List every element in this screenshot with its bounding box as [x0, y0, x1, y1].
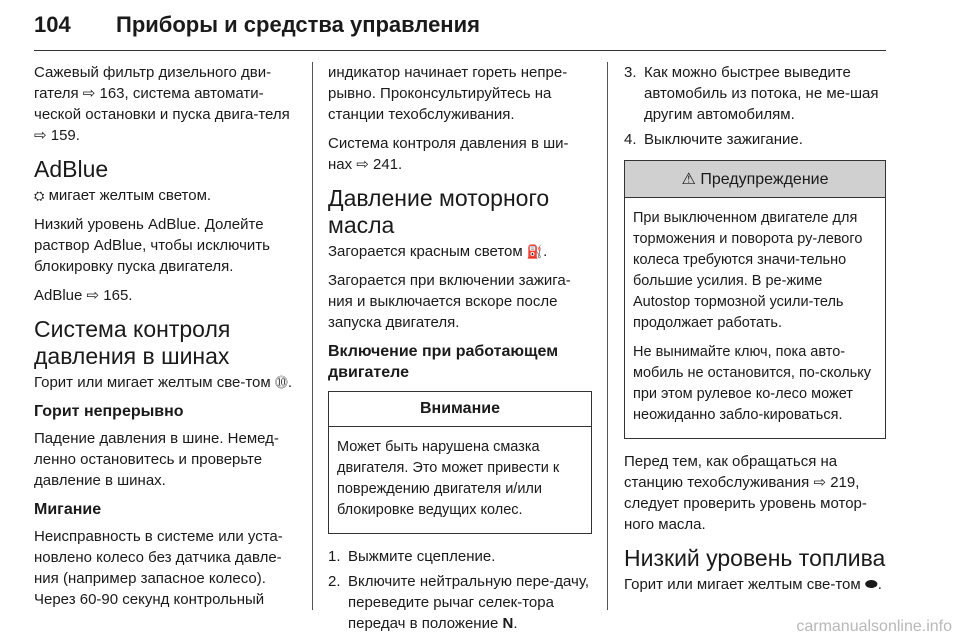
list-item: 2. Включите нейтральную пере-дачу, переведите рычаг селек-тора передач в положение N. — [328, 573, 590, 632]
paragraph: Загорается красным светом ⛽. — [328, 243, 548, 260]
warning-text: При выключенном двигателе для торможения и поворота ру-левого колеса требуются значи-тельно большие усилия. В ре-жиме Autostop тормозной усили-тель продолжает работать. — [633, 210, 863, 331]
column-divider — [312, 62, 313, 610]
paragraph: Горит или мигает желтым све-том ⬬. — [624, 576, 882, 593]
section-heading-adblue: AdBlue — [34, 156, 109, 182]
paragraph: AdBlue ⇨ 165. — [34, 287, 133, 304]
caution-text: Может быть нарушена смазка двигателя. Это может привести к повреждению двигателя и/или блокировке ведущих колес. — [337, 439, 560, 518]
paragraph: Сажевый фильтр дизельного дви-гателя ⇨ 163, система автомати-ческой остановки и пуска двига-теля ⇨ 159. — [34, 64, 290, 144]
paragraph: Падение давления в шине. Немед-ленно остановитесь и проверьте давление в шинах. — [34, 430, 279, 489]
subheading-running: Включение при работающем двигателе — [328, 343, 559, 381]
paragraph: Система контроля давления в ши-нах ⇨ 241. — [328, 135, 569, 173]
fuel-dot-icon: ⬬ — [864, 576, 878, 593]
tire-pressure-icon: ⓾ — [274, 375, 288, 390]
column-2 — [328, 62, 592, 644]
list-item: 4. Выключите зажигание. — [624, 131, 803, 148]
paragraph: Низкий уровень AdBlue. Долейте раствор AdBlue, чтобы исключить блокировку пуска двигателя. — [34, 216, 270, 275]
section-heading-oil: Давление моторного масла — [328, 185, 550, 238]
paragraph: индикатор начинает гореть непре-рывно. Проконсультируйтесь на станции техобслуживания. — [328, 64, 568, 123]
caution-title: Внимание — [329, 392, 591, 427]
paragraph: ⛭ мигает желтым светом. — [34, 187, 212, 204]
paragraph: Перед тем, как обращаться на станцию техобслуживания ⇨ 219, следует проверить уровень мотор-ного масла. — [624, 453, 867, 533]
column-1 — [34, 62, 298, 618]
steps-list — [624, 62, 886, 150]
page-header — [34, 8, 886, 51]
list-item: 1. Выжмите сцепление. — [328, 548, 496, 565]
oil-can-icon: ⛽ — [526, 244, 544, 259]
caution-box — [328, 391, 592, 534]
adblue-icon: ⛭ — [34, 188, 45, 203]
section-heading-fuel: Низкий уровень топлива — [624, 545, 886, 571]
column-3 — [624, 62, 886, 603]
page-title: Приборы и средства управления — [116, 12, 480, 37]
paragraph: Неисправность в системе или уста-новлено колесо без датчика давле-ния (например запасное колесо). Через 60-90 секунд контрольный — [34, 528, 283, 608]
paragraph: Загорается при включении зажига-ния и выключается вскоре после запуска двигателя. — [328, 272, 571, 331]
subheading-steady: Горит непрерывно — [34, 403, 184, 420]
page-number: 104 — [34, 12, 71, 37]
section-heading-tire: Система контроля давления в шинах — [34, 316, 231, 369]
watermark: carmanualsonline.info — [796, 618, 952, 635]
steps-list — [328, 546, 592, 634]
warning-box — [624, 160, 886, 439]
warning-icon: ⚠ — [681, 171, 696, 188]
paragraph: Горит или мигает желтым све-том ⓾. — [34, 374, 293, 391]
warning-text: Не вынимайте ключ, пока авто-мобиль не остановится, по-скольку при этом рулевое ко-лесо может неожиданно забло-кироваться. — [633, 344, 871, 423]
warning-header: ⚠ Предупреждение — [625, 161, 885, 198]
list-item: 3. Как можно быстрее выведите автомобиль из потока, не ме-шая другим автомобилям. — [624, 64, 879, 123]
column-divider — [607, 62, 608, 610]
subheading-blink: Мигание — [34, 501, 102, 518]
